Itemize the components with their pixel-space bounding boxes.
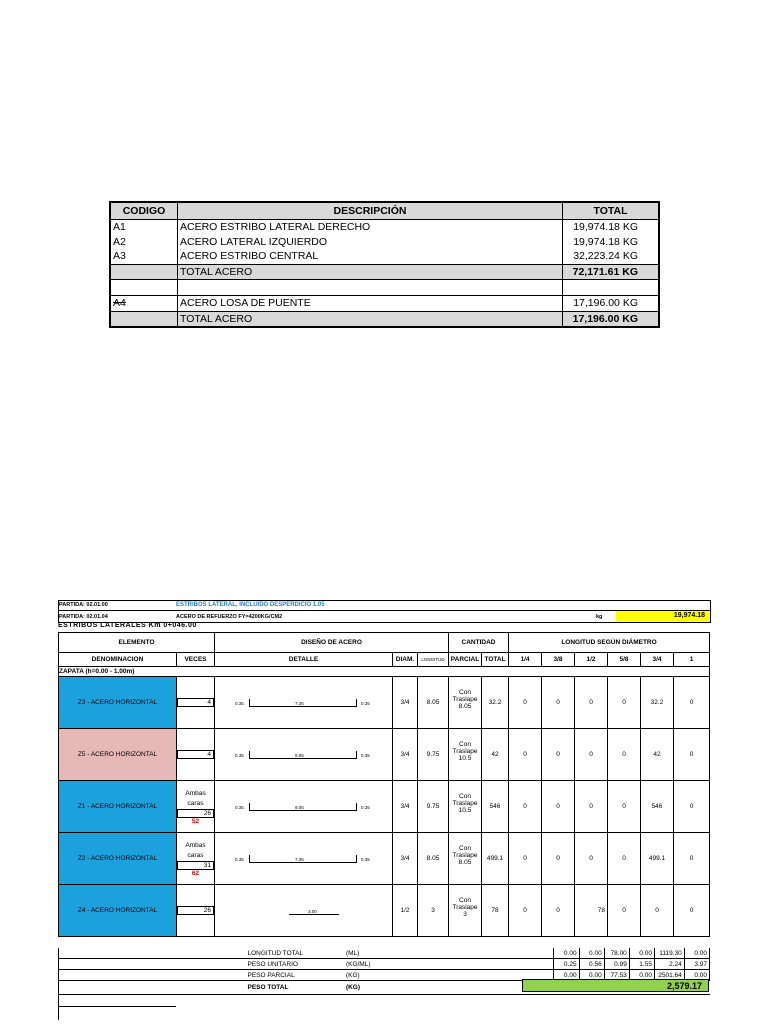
- cell-d1: 0: [674, 833, 710, 885]
- cell-descripcion: ACERO LATERAL IZQUIERDO: [178, 235, 563, 250]
- traslape-label: Traslape: [452, 747, 478, 755]
- hook-left-label: 0.35: [235, 700, 244, 706]
- bar-detail: [215, 849, 392, 869]
- cell-element: Z3 - ACERO HORIZONTAL: [59, 677, 177, 729]
- cell-d12: 0: [575, 781, 608, 833]
- veces-value: 26: [177, 906, 214, 915]
- cell-total: 17,196.00 KG: [563, 295, 660, 311]
- total-label: TOTAL ACERO: [178, 264, 563, 280]
- totals-unit: (KG/ML): [344, 959, 554, 970]
- header-row: [59, 633, 710, 653]
- cell-codigo: A2: [110, 235, 178, 250]
- total-value: 17,196.00 KG: [563, 311, 660, 327]
- totals-label: PESO PARCIAL: [245, 970, 343, 981]
- cell-d34: 32.2: [641, 677, 674, 729]
- total-label: TOTAL ACERO: [178, 311, 563, 327]
- cell-diam: 3/4: [393, 729, 418, 781]
- header-total: TOTAL: [563, 202, 660, 220]
- cell-long: 9.75: [418, 729, 449, 781]
- header-elemento: ELEMENTO: [59, 633, 215, 653]
- header-denominacion: DENOMINACION: [59, 653, 177, 667]
- header-detalle: DETALLE: [215, 653, 393, 667]
- traslape-label: Con: [459, 792, 471, 800]
- caras-label: Ambas caras: [185, 789, 206, 807]
- unit-label: kg: [596, 614, 603, 620]
- totals-value: 0.00: [554, 948, 579, 959]
- totals-label: PESO UNITARIO: [245, 959, 343, 970]
- cell-total: 19,974.18 KG: [563, 220, 660, 235]
- cell-d1: 0: [674, 729, 710, 781]
- cell-detalle: [215, 885, 393, 937]
- cell-codigo: A1: [110, 220, 178, 235]
- bar-detail: [215, 693, 392, 713]
- totals-value: 0.00: [579, 970, 604, 981]
- traslape-label: Traslape: [452, 695, 478, 703]
- peso-total-value: 2,579.17: [522, 979, 709, 992]
- bar-detail: [215, 797, 392, 817]
- divider: [58, 948, 59, 1020]
- table-row: [110, 249, 659, 264]
- veces-total: 62: [191, 869, 200, 877]
- cell-codigo: A4: [110, 295, 178, 311]
- cell-d1: 0: [674, 781, 710, 833]
- cell-d34: 546: [641, 781, 674, 833]
- cell-total: 19,974.18 KG: [563, 235, 660, 250]
- traslape-label: Traslape: [452, 903, 478, 911]
- hook-left-label: 0.35: [235, 856, 244, 862]
- cell-veces: [177, 781, 215, 833]
- table-row: [59, 885, 710, 937]
- totals-row: [58, 959, 710, 970]
- totals-unit: (KG): [344, 970, 554, 981]
- header-diseno: DISEÑO DE ACERO: [215, 633, 449, 653]
- cell-empty: [563, 280, 660, 296]
- bar-line: [249, 706, 357, 707]
- cell-element: Z4 - ACERO HORIZONTAL: [59, 885, 177, 937]
- traslape-label: Traslape: [452, 799, 478, 807]
- cell-codigo: A3: [110, 249, 178, 264]
- parcial-value: 10.5: [458, 754, 472, 762]
- cell-veces: [177, 885, 215, 937]
- cell-d34: 499.1: [641, 833, 674, 885]
- veces-total: 52: [191, 817, 200, 825]
- cell-element: Z2 - ACERO HORIZONTAL: [59, 833, 177, 885]
- totals-value: 0.00: [684, 970, 709, 981]
- cell-element: Z1 - ACERO HORIZONTAL: [59, 781, 177, 833]
- traslape-label: Con: [459, 844, 471, 852]
- partida-code: PARTIDA: 02.01.04: [59, 614, 108, 620]
- cell-parcial: [449, 885, 482, 937]
- partida-total: 19,974.18: [616, 611, 709, 621]
- hook-right: [356, 803, 357, 811]
- hook-left-label: 0.35: [235, 752, 244, 758]
- totals-value: 2.24: [654, 959, 684, 970]
- bar-line: [289, 914, 339, 915]
- header-long: LONGITUD: [418, 653, 449, 667]
- cell-detalle: [215, 677, 393, 729]
- cell-d58: 0: [608, 677, 641, 729]
- veces-value: 31: [177, 861, 214, 870]
- cell-detalle: [215, 833, 393, 885]
- cell-d12: 78: [575, 885, 608, 937]
- bar-length-label: 9.05: [295, 804, 304, 810]
- blank-row: [110, 280, 659, 296]
- cell-d38: 0: [542, 833, 575, 885]
- cell-total: 78: [482, 885, 509, 937]
- header-d34: 3/4: [641, 653, 674, 667]
- hook-right: [356, 855, 357, 863]
- bar-line: [249, 810, 357, 811]
- detail-table: [58, 632, 710, 937]
- totals-value: 0.00: [684, 948, 709, 959]
- cell-parcial: [449, 677, 482, 729]
- table-row: [59, 781, 710, 833]
- cell-d58: 0: [608, 729, 641, 781]
- total-row: [110, 311, 659, 327]
- parcial-value: 8.05: [458, 858, 472, 866]
- bar-line: [249, 758, 357, 759]
- cell-d34: 0: [641, 885, 674, 937]
- totals-unit: (ML): [344, 948, 554, 959]
- cell-d12: 0: [575, 677, 608, 729]
- bar-detail: [215, 745, 392, 765]
- cell-d34: 42: [641, 729, 674, 781]
- divider: [58, 610, 710, 611]
- bar-length-label: 3.00: [308, 908, 317, 914]
- cell-d14: 0: [509, 781, 542, 833]
- cell-parcial: [449, 833, 482, 885]
- totals-value: 0.99: [604, 959, 629, 970]
- header-diam: DIAM.: [393, 653, 418, 667]
- total-value: 72,171.61 KG: [563, 264, 660, 280]
- hook-right-label: 0.35: [361, 804, 370, 810]
- peso-total-unit: (KG): [344, 981, 554, 995]
- partida-header: [58, 600, 711, 623]
- cell-empty: [178, 280, 563, 296]
- cell-diam: 3/4: [393, 833, 418, 885]
- totals-value: 77.53: [604, 970, 629, 981]
- cell-empty: [58, 970, 245, 981]
- totals-value: 0.56: [579, 959, 604, 970]
- cell-veces: [177, 729, 215, 781]
- cell-total: 546: [482, 781, 509, 833]
- cell-total: 499.1: [482, 833, 509, 885]
- cell-d58: 0: [608, 885, 641, 937]
- cell-parcial: [449, 781, 482, 833]
- veces-value: 26: [177, 809, 214, 818]
- totals-value: 2501.64: [654, 970, 684, 981]
- totals-value: 0.00: [629, 948, 654, 959]
- subheader-row: [59, 653, 710, 667]
- cell-d12: 0: [575, 729, 608, 781]
- cell-veces: [177, 833, 215, 885]
- cell-d38: 0: [542, 885, 575, 937]
- cell-empty: [110, 311, 178, 327]
- bar-line: [249, 862, 357, 863]
- traslape-label: Con: [459, 896, 471, 904]
- hook-right: [356, 751, 357, 759]
- cell-detalle: [215, 781, 393, 833]
- bar-length-label: 7.35: [295, 856, 304, 862]
- cell-d1: 0: [674, 677, 710, 729]
- cell-d1: 0: [674, 885, 710, 937]
- cell-d38: 0: [542, 781, 575, 833]
- totals-value: 0.25: [554, 959, 579, 970]
- veces-value: 4: [177, 750, 214, 759]
- hook-left-label: 0.35: [235, 804, 244, 810]
- cell-long: 9.75: [418, 781, 449, 833]
- zapata-row: [59, 667, 710, 677]
- cell-empty: [58, 981, 245, 995]
- cell-d38: 0: [542, 677, 575, 729]
- header-codigo: CODIGO: [110, 202, 178, 220]
- totals-value: 0.00: [554, 970, 579, 981]
- header-veces: VECES: [177, 653, 215, 667]
- cell-empty: [110, 264, 178, 280]
- parcial-value: 10.5: [458, 806, 472, 814]
- totals-value: 78.00: [604, 948, 629, 959]
- header-d14: 1/4: [509, 653, 542, 667]
- partida-code: PARTIDA: 02.01.00: [59, 602, 108, 608]
- cell-d38: 0: [542, 729, 575, 781]
- parcial-value: 3: [463, 910, 467, 918]
- header-d1: 1: [674, 653, 710, 667]
- summary-header-row: [110, 202, 659, 220]
- traslape-label: Traslape: [452, 851, 478, 859]
- cell-diam: 1/2: [393, 885, 418, 937]
- cell-long: 8.05: [418, 833, 449, 885]
- cell-long: 8.05: [418, 677, 449, 729]
- hook-right: [356, 699, 357, 707]
- section-title: ESTRIBOS LATERALES Km 0+046.00: [58, 622, 197, 629]
- header-d12: 1/2: [575, 653, 608, 667]
- totals-value: 1119.30: [654, 948, 684, 959]
- cell-total: 32,223.24 KG: [563, 249, 660, 264]
- caras-label: Ambas caras: [185, 841, 206, 859]
- cell-veces: [177, 677, 215, 729]
- cell-descripcion: ACERO LOSA DE PUENTE: [178, 295, 563, 311]
- traslape-label: Con: [459, 740, 471, 748]
- header-longitud: LONGITUD SEGÚN DIÁMETRO: [509, 633, 710, 653]
- cell-total: 42: [482, 729, 509, 781]
- header-descripcion: DESCRIPCIÓN: [178, 202, 563, 220]
- cell-descripcion: ACERO ESTRIBO CENTRAL: [178, 249, 563, 264]
- header-d38: 3/8: [542, 653, 575, 667]
- table-row: [59, 729, 710, 781]
- partida-title: ACERO DE REFUERZO FY=4200KG/CM2: [176, 614, 283, 620]
- cell-detalle: [215, 729, 393, 781]
- partida-title: ESTRIBOS LATERAL, INCLUIDO DESPERDICIO 1.05: [176, 602, 325, 608]
- cell-parcial: [449, 729, 482, 781]
- hook-right-label: 0.35: [361, 856, 370, 862]
- cell-element: Z5 - ACERO HORIZONTAL: [59, 729, 177, 781]
- peso-total-label: PESO TOTAL: [245, 981, 343, 995]
- cell-d12: 0: [575, 833, 608, 885]
- totals-label: LONGITUD TOTAL: [245, 948, 343, 959]
- cell-diam: 3/4: [393, 677, 418, 729]
- bar-length-label: 7.35: [295, 700, 304, 706]
- cell-empty: [110, 280, 178, 296]
- cell-d58: 0: [608, 833, 641, 885]
- traslape-label: Con: [459, 688, 471, 696]
- cell-d14: 0: [509, 677, 542, 729]
- header-cantidad: CANTIDAD: [449, 633, 509, 653]
- hook-right-label: 0.35: [361, 700, 370, 706]
- totals-value: 0.00: [579, 948, 604, 959]
- hook-right-label: 0.35: [361, 752, 370, 758]
- cell-descripcion: ACERO ESTRIBO LATERAL DERECHO: [178, 220, 563, 235]
- totals-row: [58, 948, 710, 959]
- header-total: TOTAL: [482, 653, 509, 667]
- cell-d14: 0: [509, 729, 542, 781]
- bar-detail: [215, 901, 392, 921]
- cell-diam: 3/4: [393, 781, 418, 833]
- totals-value: 1.55: [629, 959, 654, 970]
- totals-value: 0.00: [629, 970, 654, 981]
- cell-d14: 0: [509, 833, 542, 885]
- table-row: [110, 235, 659, 250]
- cell-d14: 0: [509, 885, 542, 937]
- parcial-value: 8.05: [458, 702, 472, 710]
- total-row: [110, 264, 659, 280]
- header-d58: 5/8: [608, 653, 641, 667]
- cell-long: 3: [418, 885, 449, 937]
- cell-total: 32.2: [482, 677, 509, 729]
- bar-length-label: 9.05: [295, 752, 304, 758]
- table-row: [110, 295, 659, 311]
- table-row: [59, 833, 710, 885]
- zapata-label: ZAPATA (h=0.00 - 1.00m): [59, 667, 710, 677]
- cell-d58: 0: [608, 781, 641, 833]
- cell-empty: [58, 959, 245, 970]
- summary-table: [109, 201, 660, 328]
- divider: [58, 1006, 176, 1007]
- table-row: [110, 220, 659, 235]
- header-parcial: PARCIAL: [449, 653, 482, 667]
- table-row: [59, 677, 710, 729]
- cell-empty: [58, 948, 245, 959]
- veces-value: 4: [177, 698, 214, 707]
- totals-value: 3.97: [684, 959, 709, 970]
